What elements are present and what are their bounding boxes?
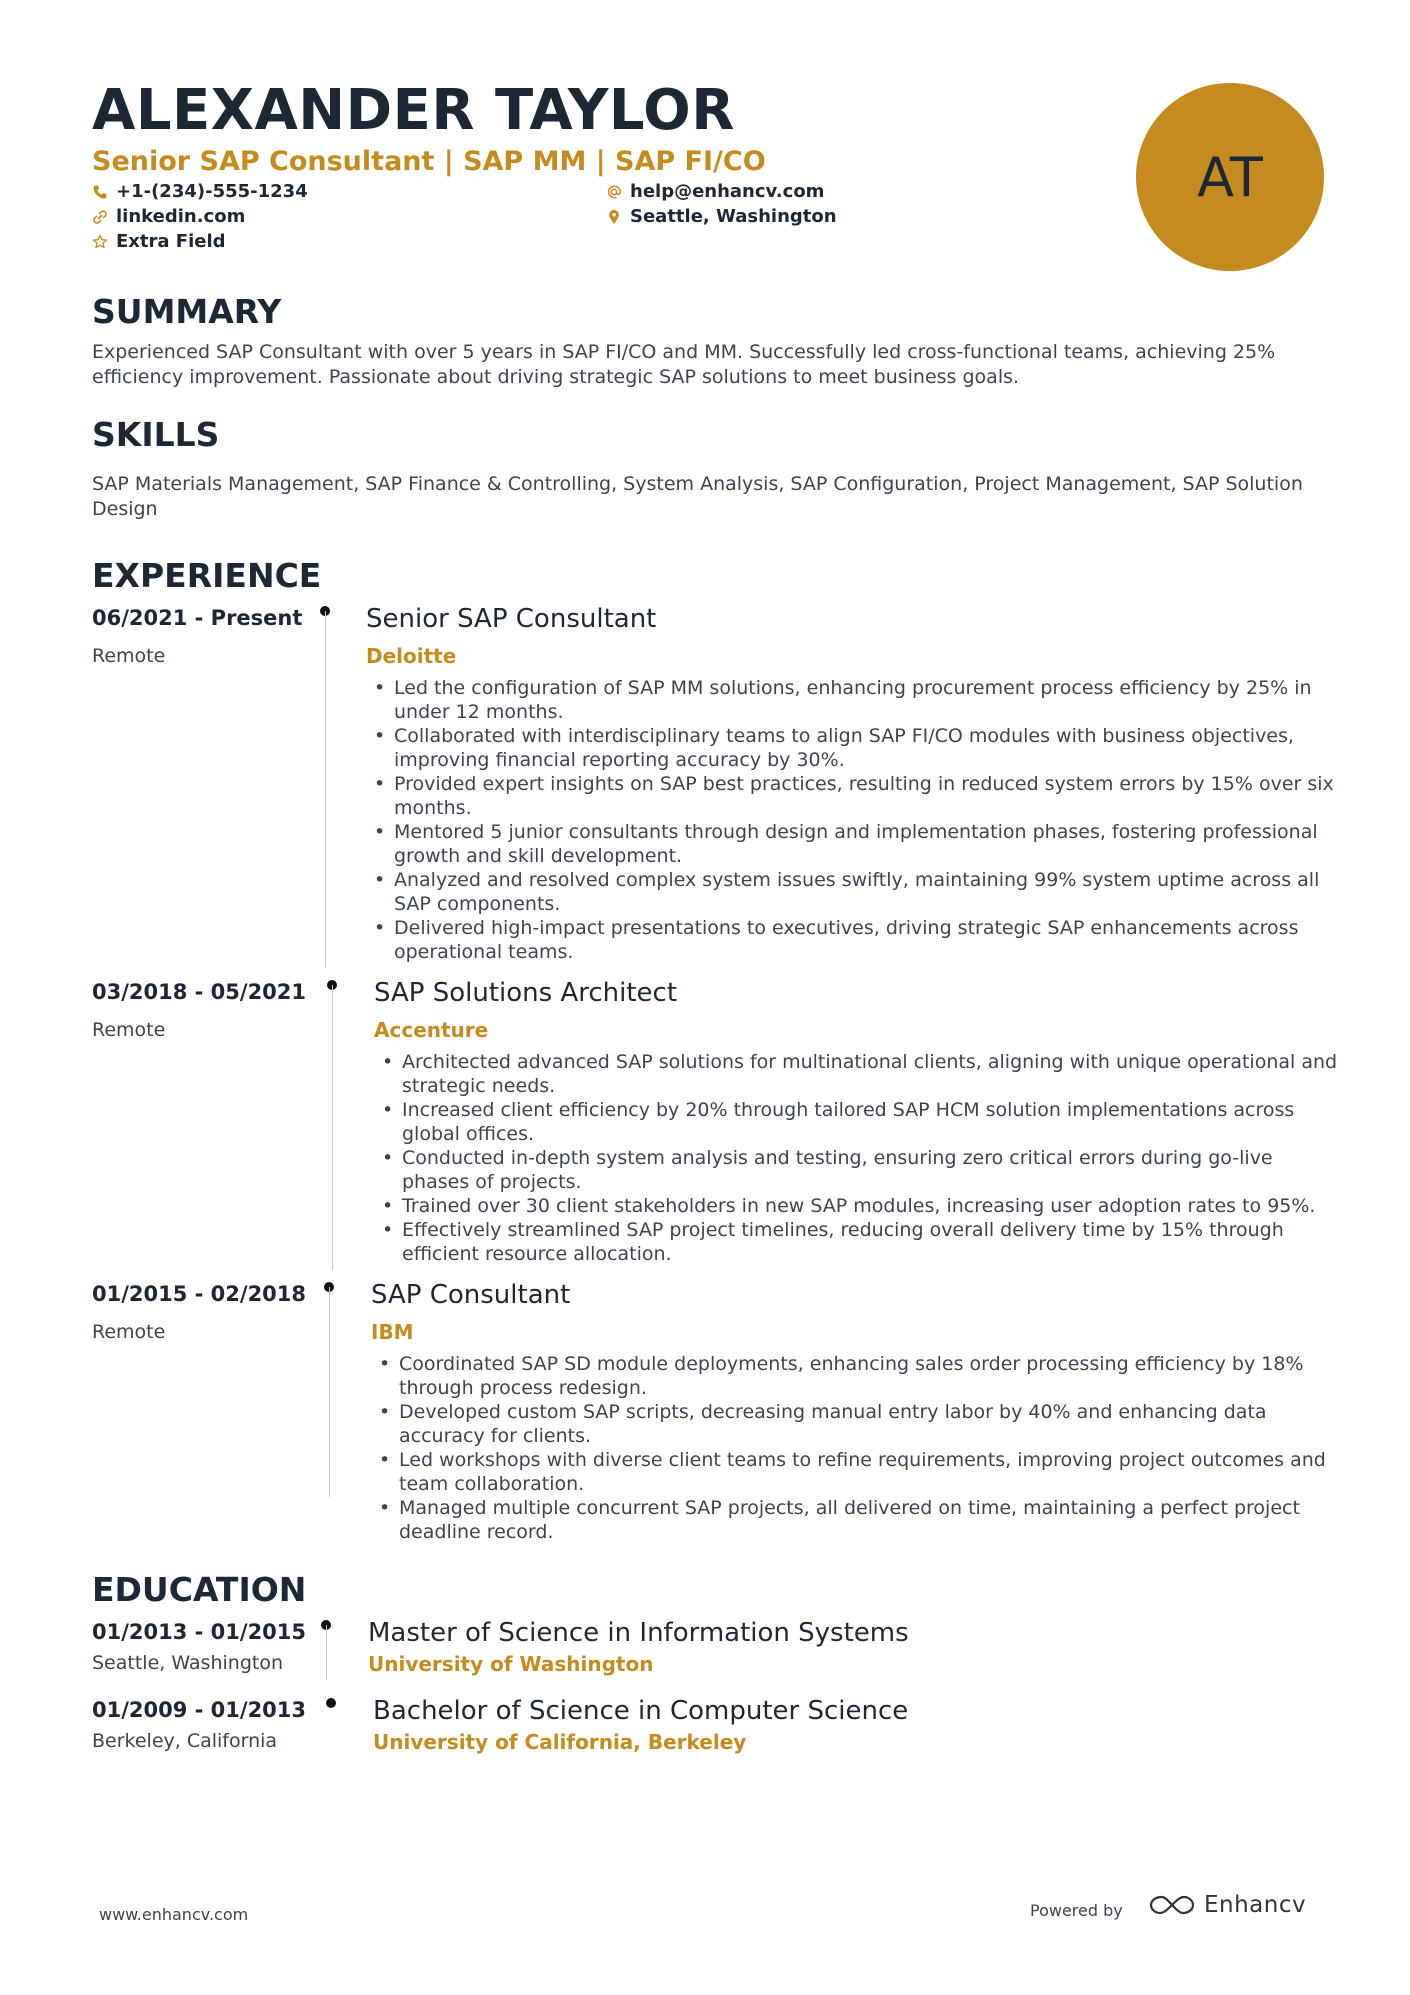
list-item: • Architected advanced SAP solutions for multinational clients, aligning with unique operational and strategic needs. (402, 1050, 1342, 1098)
job-dates: 03/2018 - 05/2021 (92, 980, 307, 1004)
list-item: • Provided expert insights on SAP best practices, resulting in reduced system errors by 15% over six months. (394, 772, 1334, 820)
list-item: • Collaborated with interdisciplinary teams to align SAP FI/CO modules with business objectives, improving financial reporting accuracy by 30%. (394, 724, 1334, 772)
experience-heading: EXPERIENCE (92, 556, 322, 595)
job-company: Deloitte (366, 644, 457, 668)
edu-school: University of Washington (368, 1652, 654, 1676)
candidate-name: ALEXANDER TAYLOR (92, 78, 735, 143)
job-role: SAP Solutions Architect (374, 978, 678, 1008)
at-icon (606, 184, 622, 200)
location-text: Seattle, Washington (630, 206, 837, 227)
footer-brand[interactable] (1148, 1892, 1306, 1918)
extra-text: Extra Field (116, 231, 226, 252)
summary-heading: SUMMARY (92, 292, 282, 331)
job-role: SAP Consultant (371, 1280, 571, 1310)
timeline-dot (326, 1698, 336, 1708)
skills-text: SAP Materials Management, SAP Finance & Controlling, System Analysis, SAP Configuration, Project Management, SAP Solution Design (92, 473, 1303, 520)
star-icon (92, 234, 108, 250)
list-item: • Led the configuration of SAP MM solutions, enhancing procurement process efficiency by 25% in under 12 months. (394, 676, 1334, 724)
list-item: • Conducted in-depth system analysis and testing, ensuring zero critical errors during go-live phases of projects. (402, 1146, 1342, 1194)
list-item: • Developed custom SAP scripts, decreasing manual entry labor by 40% and enhancing data accuracy for clients. (399, 1400, 1339, 1448)
job-location: Remote (92, 1321, 166, 1343)
summary-text: Experienced SAP Consultant with over 5 years in SAP FI/CO and MM. Successfully led cross-functional teams, achieving 25% efficiency improvement. Passionate about driving strategic SAP solutions to meet business goals. (92, 341, 1276, 388)
edu-degree: Master of Science in Information Systems (368, 1618, 909, 1648)
edu-school: University of California, Berkeley (373, 1730, 747, 1754)
phone-icon (92, 184, 108, 200)
link-icon (92, 209, 108, 225)
list-item: • Managed multiple concurrent SAP projects, all delivered on time, maintaining a perfect project deadline record. (399, 1496, 1339, 1544)
list-item: • Delivered high-impact presentations to executives, driving strategic SAP enhancements across operational teams. (394, 916, 1334, 964)
list-item: • Analyzed and resolved complex system issues swiftly, maintaining 99% system uptime across all SAP components. (394, 868, 1334, 916)
contact-extra (92, 231, 226, 252)
avatar (1136, 83, 1324, 271)
contact-location (606, 206, 837, 227)
brand-name: Enhancv (1204, 1892, 1307, 1918)
edu-dates: 01/2013 - 01/2015 (92, 1620, 307, 1644)
candidate-title: Senior SAP Consultant | SAP MM | SAP FI/CO (92, 146, 766, 177)
job-bullets (371, 1352, 1339, 1544)
job-company: Accenture (374, 1018, 489, 1042)
list-item: • Coordinated SAP SD module deployments, enhancing sales order processing efficiency by 18% through process redesign. (399, 1352, 1339, 1400)
contact-phone (92, 181, 308, 202)
avatar-initials: AT (1197, 145, 1263, 209)
enhancv-logo-icon (1148, 1892, 1196, 1918)
footer-powered-by: Powered by (1030, 1901, 1123, 1920)
phone-text: +1-(234)-555-1234 (116, 181, 308, 202)
list-item: • Led workshops with diverse client teams to refine requirements, improving project outcomes and team collaboration. (399, 1448, 1339, 1496)
list-item: • Increased client efficiency by 20% through tailored SAP HCM solution implementations across global offices. (402, 1098, 1342, 1146)
contact-email[interactable] (606, 181, 824, 202)
skills-heading: SKILLS (92, 415, 220, 454)
job-dates: 01/2015 - 02/2018 (92, 1282, 307, 1306)
linkedin-text: linkedin.com (116, 206, 246, 227)
list-item: • Trained over 30 client stakeholders in new SAP modules, increasing user adoption rates to 95%. (402, 1194, 1342, 1218)
timeline-line (332, 985, 333, 1270)
edu-location: Berkeley, California (92, 1730, 278, 1752)
job-company: IBM (371, 1320, 414, 1344)
job-bullets (374, 1050, 1342, 1266)
education-heading: EDUCATION (92, 1570, 307, 1609)
location-pin-icon (606, 209, 622, 225)
job-dates: 06/2021 - Present (92, 606, 303, 630)
timeline-line (325, 611, 326, 967)
footer-website[interactable]: www.enhancv.com (99, 1905, 249, 1924)
job-bullets (366, 676, 1334, 964)
timeline-line (326, 1625, 327, 1680)
job-location: Remote (92, 645, 166, 667)
job-location: Remote (92, 1019, 166, 1041)
list-item: • Mentored 5 junior consultants through design and implementation phases, fostering professional growth and skill development. (394, 820, 1334, 868)
list-item: • Effectively streamlined SAP project timelines, reducing overall delivery time by 15% through efficient resource allocation. (402, 1218, 1342, 1266)
contact-linkedin[interactable] (92, 206, 245, 227)
job-role: Senior SAP Consultant (366, 604, 657, 634)
edu-dates: 01/2009 - 01/2013 (92, 1698, 307, 1722)
email-text: help@enhancv.com (630, 181, 825, 202)
timeline-line (329, 1287, 330, 1497)
edu-degree: Bachelor of Science in Computer Science (373, 1696, 909, 1726)
edu-location: Seattle, Washington (92, 1652, 283, 1674)
